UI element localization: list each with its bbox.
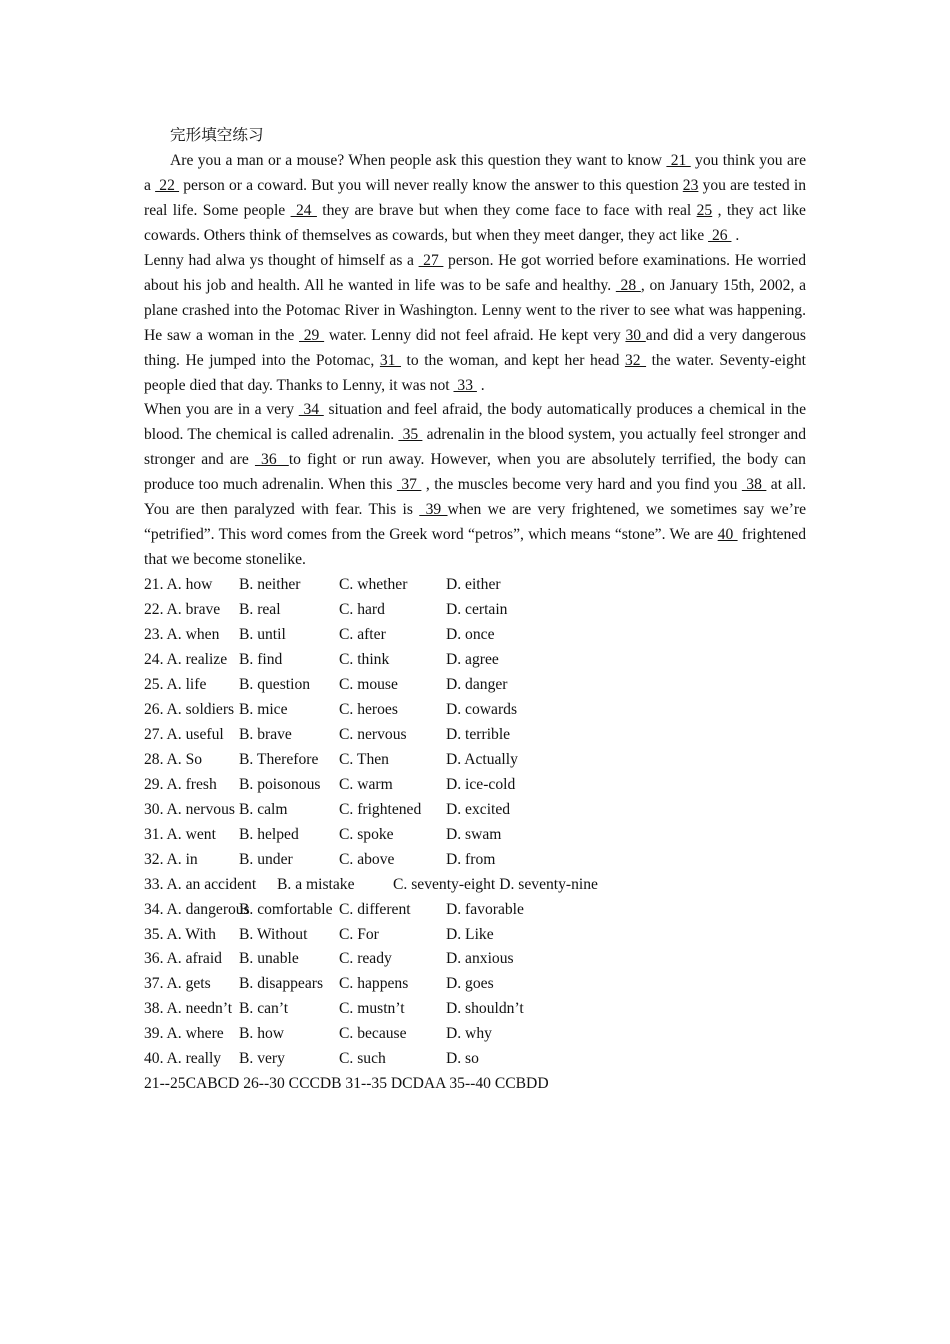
passage-text: person or a coward. But you will never really know the answer to this question <box>179 176 683 194</box>
question-option: B. under <box>239 850 293 868</box>
question-option: D. Like <box>446 925 494 943</box>
passage-text: . <box>731 226 740 244</box>
passage-text: Are you a man or a mouse? When people ask this question they want to know <box>170 151 667 169</box>
question-option: B. question <box>239 675 311 693</box>
blank-number: 21 <box>666 151 691 169</box>
passage-text: water. Lenny did not feel afraid. He kept very <box>324 326 626 344</box>
question-row <box>144 598 806 623</box>
question-option: D. agree <box>446 651 499 669</box>
passage-paragraph-3 <box>144 398 806 573</box>
question-row <box>144 1022 806 1047</box>
question-option-a: 31. A. went <box>144 825 216 843</box>
blank-number: 32 <box>624 351 647 369</box>
passage-text: person. He got worried before examinations. He worried about his job and health. All he wanted in life was to be safe and healthy. <box>144 251 806 294</box>
question-row <box>144 623 806 648</box>
question-option: D. from <box>446 850 496 868</box>
question-option-a: 39. A. where <box>144 1025 224 1043</box>
question-option: B. Therefore <box>239 750 319 768</box>
question-row <box>144 997 806 1022</box>
question-option: D. ice-cold <box>446 775 516 793</box>
question-option: B. a mistake <box>277 875 355 893</box>
question-option: C. mouse <box>339 675 398 693</box>
passage-text: you think you are a <box>144 151 806 194</box>
blank-number: 38 <box>741 476 767 494</box>
question-option-a: 25. A. life <box>144 675 207 693</box>
blank-number: 30 <box>625 326 646 344</box>
question-option: C. For <box>339 925 379 943</box>
question-option: C. hard <box>339 601 385 619</box>
question-option: B. very <box>239 1050 285 1068</box>
blank-number: 24 <box>290 201 317 219</box>
question-row <box>144 573 806 598</box>
blank-number: 40 <box>717 526 738 544</box>
question-option: B. brave <box>239 725 292 743</box>
question-option: C. above <box>339 850 395 868</box>
page-title: 完形填空练习 <box>170 127 264 144</box>
question-row <box>144 873 806 898</box>
question-option: D. once <box>446 626 495 644</box>
question-option-a: 35. A. With <box>144 925 216 943</box>
question-option-a: 27. A. useful <box>144 725 224 743</box>
question-option-a: 24. A. realize <box>144 651 228 669</box>
question-option: B. find <box>239 651 283 669</box>
question-option: D. goes <box>446 975 494 993</box>
question-option: B. poisonous <box>239 775 321 793</box>
blank-number: 29 <box>299 326 325 344</box>
question-row <box>144 798 806 823</box>
question-option-a: 21. A. how <box>144 576 213 594</box>
question-option-a: 23. A. when <box>144 626 220 644</box>
question-option: C. Then <box>339 750 389 768</box>
question-option: B. calm <box>239 800 288 818</box>
blank-number: 28 <box>615 276 641 294</box>
question-option: B. unable <box>239 950 299 968</box>
question-option-a: 37. A. gets <box>144 975 211 993</box>
passage-paragraph-2 <box>144 249 806 399</box>
question-option: C. think <box>339 651 390 669</box>
question-option: B. helped <box>239 825 299 843</box>
blank-number: 35 <box>398 426 423 444</box>
question-option: D. so <box>446 1050 479 1068</box>
blank-number: 37 <box>396 476 422 494</box>
question-option: D. Actually <box>446 750 518 768</box>
question-option: B. how <box>239 1025 285 1043</box>
question-option: B. mice <box>239 700 288 718</box>
question-option: C. frightened <box>339 800 422 818</box>
question-row <box>144 898 806 923</box>
question-option: C. heroes <box>339 700 398 718</box>
question-option-a: 40. A. really <box>144 1050 222 1068</box>
question-row <box>144 823 806 848</box>
question-option: D. cowards <box>446 700 518 718</box>
passage-text: the water. Seventy-eight people died that day. Thanks to Lenny, it was not <box>144 351 806 394</box>
blank-number: 33 <box>453 376 477 394</box>
blank-number: 26 <box>708 226 732 244</box>
question-row <box>144 947 806 972</box>
question-option-a: 28. A. So <box>144 750 203 768</box>
question-option: B. disappears <box>239 975 324 993</box>
blank-number: 31 <box>379 351 401 369</box>
blank-number: 22 <box>155 176 180 194</box>
passage-text: and did a very dangerous thing. He jumped into the Potomac, <box>144 326 806 369</box>
question-option: D. danger <box>446 675 508 693</box>
blank-number: 27 <box>418 251 444 269</box>
passage-text: , the muscles become very hard and you find you <box>421 476 742 494</box>
question-option: C. spoke <box>339 825 394 843</box>
passage-text: adrenalin in the blood system, you actually feel stronger and stronger and are <box>144 426 807 469</box>
passage-text: to fight or run away. However, when you are absolutely terrified, the body can produce too much adrenalin. When this <box>144 451 806 494</box>
question-option: C. happens <box>339 975 409 993</box>
passage-text: when we are very frightened, we sometimes say we’re “petrified”. This word comes from the Greek word “petros”, which means “stone”. We are <box>144 501 807 544</box>
question-option: D. excited <box>446 800 511 818</box>
question-option: C. mustn’t <box>339 1000 405 1018</box>
question-option: B. neither <box>239 576 301 594</box>
question-option: D. anxious <box>446 950 514 968</box>
blank-number: 23 <box>682 176 699 194</box>
question-option-a: 38. A. needn’t <box>144 1000 233 1018</box>
passage-text: frightened that we become stonelike. <box>144 526 806 569</box>
question-option-a: 33. A. an accident <box>144 875 257 893</box>
question-row <box>144 648 806 673</box>
question-option-a: 30. A. nervous <box>144 800 235 818</box>
question-option: D. favorable <box>446 900 524 918</box>
passage-text: . <box>476 376 485 394</box>
answer-key: 21--25CABCD 26--30 CCCDB 31--35 DCDAA 35--40 CCBDD <box>144 1075 549 1093</box>
question-row <box>144 748 806 773</box>
question-option: B. real <box>239 601 281 619</box>
passage-text: , on January 15th, 2002, a plane crashed into the Potomac River in Washington. Lenny went to the river to see what was happening. He saw a woman in the <box>144 276 806 344</box>
passage-text: Lenny had alwa ys thought of himself as a <box>144 251 419 269</box>
passage-text: , they act like cowards. Others think of themselves as cowards, but when they meet danger, they act like <box>144 201 806 244</box>
question-option: D. swam <box>446 825 502 843</box>
question-option-a: 32. A. in <box>144 850 198 868</box>
passage-paragraph-1 <box>144 149 806 249</box>
question-option: D. shouldn’t <box>446 1000 524 1018</box>
question-row <box>144 972 806 997</box>
question-option: C. such <box>339 1050 386 1068</box>
question-option-a: 26. A. soldiers <box>144 700 235 718</box>
question-option: B. until <box>239 626 286 644</box>
question-option: B. comfortable <box>239 900 333 918</box>
question-option: C. whether <box>339 576 408 594</box>
question-option: C. warm <box>339 775 393 793</box>
question-option: C. different <box>339 900 411 918</box>
question-option-a: 29. A. fresh <box>144 775 217 793</box>
question-row <box>144 698 806 723</box>
question-option: D. certain <box>446 601 508 619</box>
question-option: C. seventy-eight <box>393 875 496 893</box>
question-option: C. after <box>339 626 386 644</box>
blank-number: 34 <box>298 401 324 419</box>
question-option: B. Without <box>239 925 308 943</box>
passage-text: to the woman, and kept her head <box>401 351 625 369</box>
passage-text: at all. You are then paralyzed with fear. This is <box>144 476 806 519</box>
blank-number: 39 <box>419 501 448 519</box>
question-row <box>144 848 806 873</box>
question-row <box>144 1047 806 1072</box>
question-option: C. because <box>339 1025 407 1043</box>
question-option-a: 36. A. afraid <box>144 950 222 968</box>
question-option: C. nervous <box>339 725 407 743</box>
passage-text: situation and feel afraid, the body automatically produces a chemical in the blood. The chemical is called adrenalin. <box>144 401 807 444</box>
blank-number: 25 <box>696 201 713 219</box>
passage-text: you are tested in real life. Some people <box>144 176 807 219</box>
question-list <box>144 573 806 1072</box>
document-page <box>144 124 806 1097</box>
passage-text: they are brave but when they come face to face with real <box>316 201 697 219</box>
question-option: B. can’t <box>239 1000 289 1018</box>
blank-number: 36 <box>254 451 289 469</box>
question-option: D. seventy-nine <box>499 875 598 893</box>
passage-text: When you are in a very <box>144 401 299 419</box>
question-row <box>144 923 806 948</box>
question-option-a: 34. A. dangerous <box>144 900 250 918</box>
question-option: D. either <box>446 576 501 594</box>
question-option: D. terrible <box>446 725 511 743</box>
question-row <box>144 673 806 698</box>
question-row <box>144 723 806 748</box>
question-option: C. ready <box>339 950 392 968</box>
question-row <box>144 773 806 798</box>
question-option: D. why <box>446 1025 492 1043</box>
question-option-a: 22. A. brave <box>144 601 221 619</box>
